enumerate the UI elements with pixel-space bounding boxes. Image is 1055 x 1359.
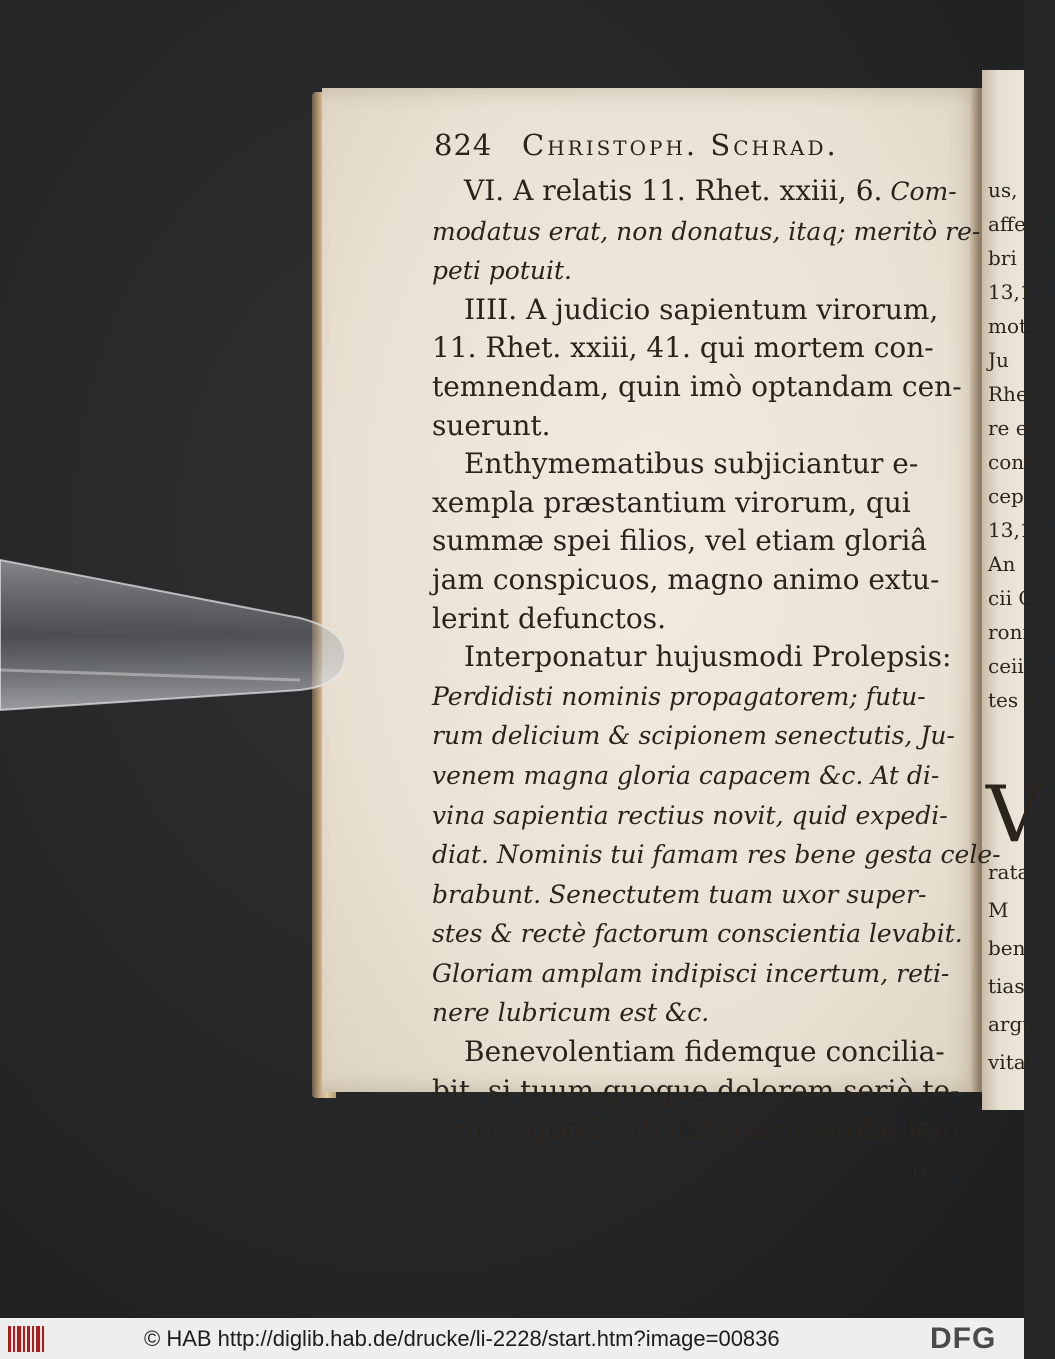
text-roman: Benevolentiam fidemque concilia- [464,1035,945,1069]
text-line [432,1110,970,1149]
next-page-fragment: motu [988,314,1040,338]
text-roman: temnendam, quin imò optandam cen- [432,369,962,403]
next-page-fragment: bri 11. [988,246,1055,270]
text-roman: jam conspicuos, magno animo extu- [432,562,940,596]
text-italic: brabunt. Senectutem tuam uxor super- [432,879,927,909]
text-line [432,1072,960,1111]
text-italic: vina sapientia rectius novit, quid expedi- [432,800,948,830]
next-page-initial: V [986,770,1043,860]
text-italic: Perdidisti nominis propagatorem; futu- [432,681,926,711]
text-italic: venem magna gloria capacem &c. At di- [432,760,940,790]
next-page-fragment: rata, [988,860,1036,884]
text-line [432,638,952,677]
next-page-fragment: us, h [988,178,1037,202]
text-line [432,251,952,291]
next-page-fragment: affect [988,212,1046,236]
text-italic: modatus erat, non donatus, itaq; meritò re- [432,216,981,246]
next-page-fragment: cepist [988,484,1049,508]
next-page-fragment: ronis [988,620,1040,644]
next-page-fragment: bene [988,936,1038,960]
text-italic: diat. Nominis tui famam res bene gesta cele- [432,840,1001,870]
next-page-fragment: tias, [988,974,1031,998]
text-line [432,796,952,836]
page-header [434,124,894,168]
text-roman: VI. A relatis 11. Rhet. xxiii, 6. [464,174,883,207]
text-roman: lerint defunctos. [432,601,667,635]
text-italic: Gloriam amplam indipisci incertum, reti- [432,958,950,988]
text-line [432,445,952,484]
text-line [432,329,952,368]
next-page-fragment: Ju [988,348,1009,372]
text-italic: nere lubricum est &c. [432,998,710,1028]
text-line [432,716,955,756]
text-line [432,172,957,212]
next-page-fragment: M [988,898,1009,922]
text-italic: stes & rectè factorum conscientia levabit. [432,919,963,949]
text-line [432,677,952,717]
text-line [432,368,962,407]
text-line [432,756,952,796]
running-head: Christoph. Schrad. [522,128,839,162]
text-line [432,484,952,523]
dfg-logo: DFG [930,1322,997,1355]
next-page-fragment: tes e [988,688,1037,712]
next-page-edge [982,70,1055,1110]
text-roman: Enthymematibus subjiciantur e- [464,447,919,481]
next-page-fragment: cii C [988,586,1034,610]
text-line [432,291,952,330]
next-page-fragment: 13,17 [988,280,1046,304]
text-italic: rum delicium & scipionem senectutis, Ju- [432,721,955,751]
next-page-fragment: re ec [988,416,1039,440]
text-line [432,561,952,600]
text-line [432,522,952,561]
page-text [432,172,1001,1187]
text-roman: suerunt. [432,408,551,442]
next-page-fragment: ceii C [988,654,1046,678]
next-page-fragment: 13,16, [988,518,1052,542]
catchword: us, [910,1150,952,1184]
next-page-fragment: argu [988,1012,1036,1036]
text-roman: bit, si tuum quoque dolorem seriò te- [432,1073,960,1107]
page-number: 824 [434,128,493,162]
text-line [432,875,952,915]
next-page-fragment: vitat [988,1050,1034,1074]
next-page-fragment: An [988,552,1016,576]
text-roman: Interponatur hujusmodi Prolepsis: [464,640,952,674]
text-line [432,993,952,1033]
text-line [432,1033,952,1072]
footer-bar [0,1318,1024,1359]
text-line [432,914,963,954]
text-roman: summæ spei filios, vel etiam gloriâ [432,524,927,558]
text-italic: peti potuit. [432,256,572,286]
barcode-icon [8,1326,48,1352]
text-italic: Com- [882,177,957,206]
next-page-fragment: Rhet [988,382,1036,406]
text-line [432,212,981,252]
next-page-fragment: const [988,450,1043,474]
text-line [432,835,1001,875]
text-line [432,600,952,639]
copyright-link[interactable]: © HAB http://diglib.hab.de/drucke/li-2228/start.htm?image=00836 [144,1326,780,1351]
text-roman: xempla præstantium virorum, qui [432,485,911,519]
text-line [432,954,952,994]
text-roman: 11. Rhet. xxiii, 41. qui mortem con- [432,331,934,365]
text-roman: IIII. A judicio sapientum virorum, [464,292,939,326]
text-roman: steris, quod sub initium epistolæ leni- [432,1112,970,1146]
text-line [432,407,952,446]
